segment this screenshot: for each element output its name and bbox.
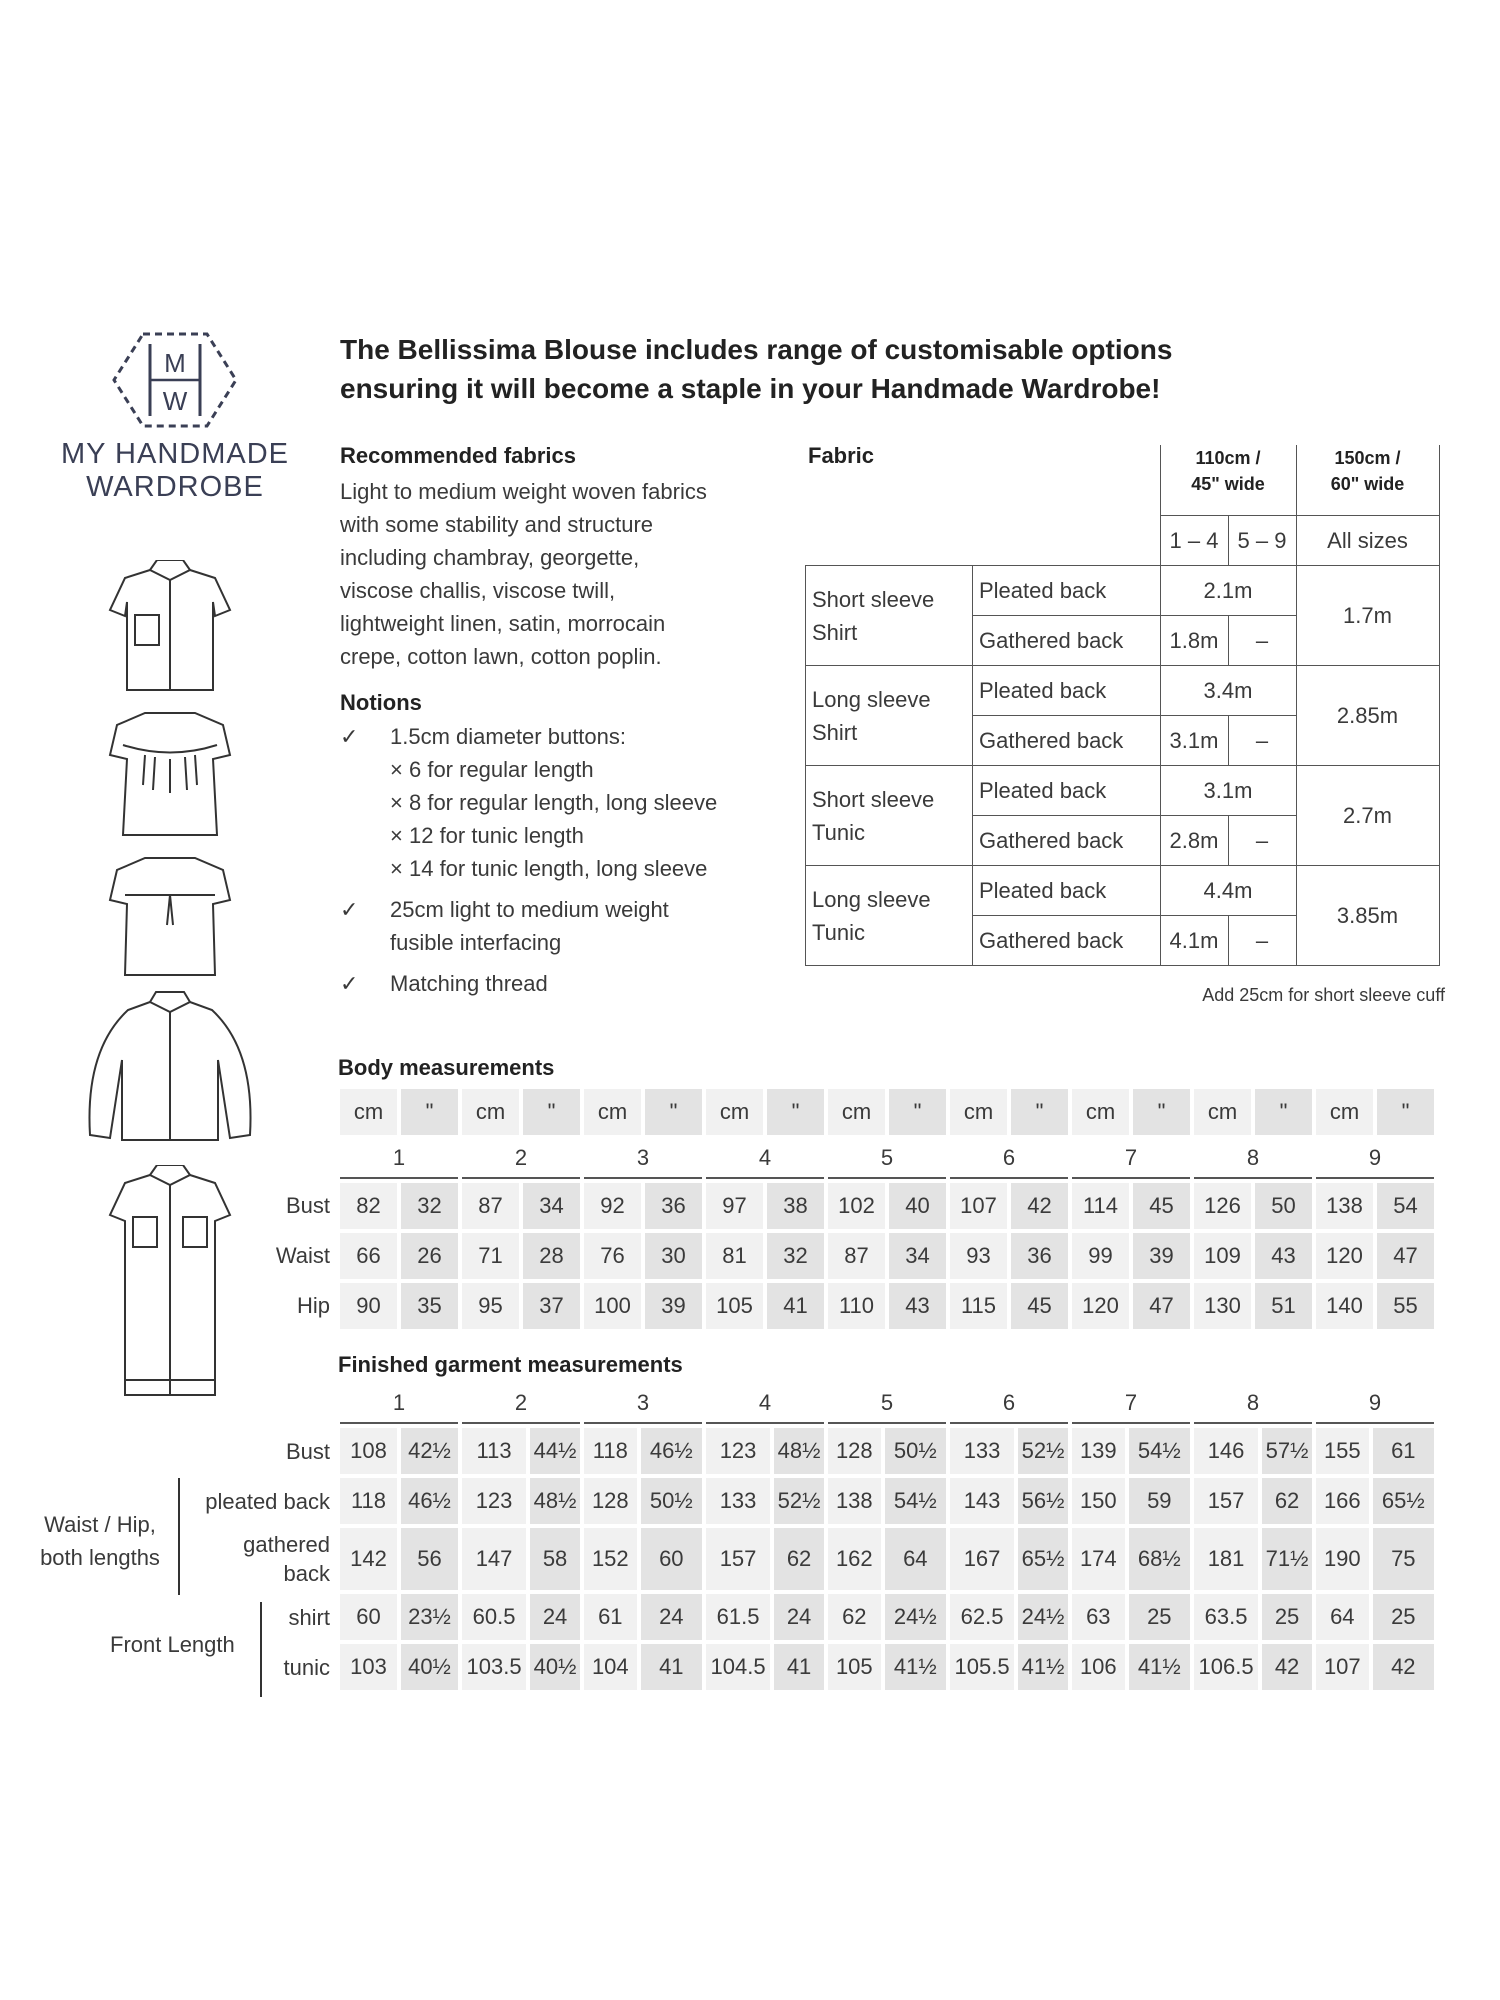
measure-value: 60.5 bbox=[462, 1594, 526, 1640]
measure-value: 110 bbox=[828, 1283, 885, 1329]
fabric-gathered-value: 1.8m bbox=[1160, 616, 1228, 666]
brand-logo bbox=[60, 330, 290, 504]
fabric-note: Add 25cm for short sleeve cuff bbox=[1202, 985, 1445, 1005]
unit-cm: cm bbox=[950, 1089, 1007, 1135]
measure-value: 60 bbox=[641, 1528, 702, 1590]
measure-value: 105 bbox=[706, 1283, 763, 1329]
measure-value: 105.5 bbox=[950, 1644, 1014, 1690]
fabrics-line: with some stability and structure bbox=[340, 512, 654, 537]
size-number: 3 bbox=[584, 1384, 702, 1424]
size-number: 8 bbox=[1194, 1384, 1312, 1424]
fabric-pleated-value: 2.1m bbox=[1160, 566, 1296, 616]
fabric-wide-value: 2.85m bbox=[1296, 666, 1439, 766]
fabrics-line: including chambray, georgette, bbox=[340, 545, 640, 570]
measure-value: 36 bbox=[1011, 1233, 1068, 1279]
measure-value: 54½ bbox=[1129, 1428, 1190, 1474]
pleated-back-illustration bbox=[95, 850, 245, 985]
measure-label: Bust bbox=[285, 1193, 330, 1218]
measure-value: 40½ bbox=[530, 1644, 580, 1690]
measure-value: 56½ bbox=[1018, 1478, 1068, 1524]
waist-hip-group-label bbox=[30, 1508, 170, 1574]
measure-value: 146 bbox=[1194, 1428, 1258, 1474]
col-110-line2: 45" wide bbox=[1191, 474, 1265, 494]
measure-value: 118 bbox=[340, 1478, 397, 1524]
measure-value: 51 bbox=[1255, 1283, 1312, 1329]
unit-inch: " bbox=[523, 1089, 580, 1135]
unit-inch: " bbox=[1011, 1089, 1068, 1135]
measure-value: 62 bbox=[828, 1594, 881, 1640]
measure-value: 71½ bbox=[1262, 1528, 1312, 1590]
measure-value: 147 bbox=[462, 1528, 526, 1590]
measure-value: 157 bbox=[1194, 1478, 1258, 1524]
measure-value: 95 bbox=[462, 1283, 519, 1329]
waist-hip-line1: Waist / Hip, bbox=[44, 1512, 156, 1537]
size-number: 3 bbox=[584, 1139, 702, 1179]
measure-value: 68½ bbox=[1129, 1528, 1190, 1590]
corner bbox=[254, 1089, 336, 1135]
gathered-label: Gathered back bbox=[973, 716, 1161, 766]
measure-value: 61 bbox=[584, 1594, 637, 1640]
headline-line1: The Bellissima Blouse includes range of customisable options bbox=[340, 334, 1173, 365]
measure-value: 107 bbox=[1316, 1644, 1369, 1690]
headline-line2: ensuring it will become a staple in your Handmade Wardrobe! bbox=[340, 373, 1161, 404]
measure-value: 34 bbox=[523, 1183, 580, 1229]
front-length-label: Front Length bbox=[110, 1632, 235, 1657]
measure-value: 40 bbox=[889, 1183, 946, 1229]
measure-value: 65½ bbox=[1373, 1478, 1434, 1524]
measure-value: 113 bbox=[462, 1428, 526, 1474]
col-150-line1: 150cm / bbox=[1334, 448, 1401, 468]
measure-value: 64 bbox=[1316, 1594, 1369, 1640]
fabric-wide-value: 3.85m bbox=[1296, 866, 1439, 966]
size-number: 5 bbox=[828, 1384, 946, 1424]
fabric-pleated-value: 4.4m bbox=[1160, 866, 1296, 916]
size-number: 9 bbox=[1316, 1384, 1434, 1424]
measure-value: 47 bbox=[1133, 1283, 1190, 1329]
measure-label bbox=[179, 1428, 336, 1474]
page-headline bbox=[340, 330, 1370, 408]
measure-label bbox=[179, 1594, 336, 1640]
measure-value: 105 bbox=[828, 1644, 881, 1690]
garment-label: Tunic bbox=[812, 919, 865, 945]
sizes-all: All sizes bbox=[1296, 516, 1439, 566]
unit-inch: " bbox=[767, 1089, 824, 1135]
measure-value: 54½ bbox=[885, 1478, 946, 1524]
measure-value: 115 bbox=[950, 1283, 1007, 1329]
measure-value: 92 bbox=[584, 1183, 641, 1229]
measure-value: 41½ bbox=[1129, 1644, 1190, 1690]
measure-label-text-2: back bbox=[283, 1561, 330, 1586]
measure-value: 128 bbox=[828, 1428, 881, 1474]
measure-value: 114 bbox=[1072, 1183, 1129, 1229]
measure-value: 190 bbox=[1316, 1528, 1369, 1590]
measure-value: 76 bbox=[584, 1233, 641, 1279]
pleated-label: Pleated back bbox=[973, 766, 1161, 816]
measure-value: 42 bbox=[1373, 1644, 1434, 1690]
corner bbox=[254, 1139, 336, 1179]
fabric-pleated-value: 3.1m bbox=[1160, 766, 1296, 816]
fabric-wide-value: 1.7m bbox=[1296, 566, 1439, 666]
measure-value: 162 bbox=[828, 1528, 881, 1590]
measure-value: 50 bbox=[1255, 1183, 1312, 1229]
measure-value: 103 bbox=[340, 1644, 397, 1690]
check-icon: ✓ bbox=[340, 724, 359, 749]
measure-value: 108 bbox=[340, 1428, 397, 1474]
measure-value: 52½ bbox=[1018, 1428, 1068, 1474]
size-number: 4 bbox=[706, 1139, 824, 1179]
body-measurements-heading: Body measurements bbox=[338, 1055, 555, 1080]
size-number: 7 bbox=[1072, 1139, 1190, 1179]
measure-value: 126 bbox=[1194, 1183, 1251, 1229]
measure-value: 37 bbox=[523, 1283, 580, 1329]
unit-cm: cm bbox=[828, 1089, 885, 1135]
measure-value: 100 bbox=[584, 1283, 641, 1329]
size-number: 2 bbox=[462, 1139, 580, 1179]
garment-label: Short sleeve bbox=[812, 586, 935, 612]
measure-value: 59 bbox=[1129, 1478, 1190, 1524]
fabric-requirements-table bbox=[805, 445, 1440, 966]
size-number: 4 bbox=[706, 1384, 824, 1424]
gathered-label: Gathered back bbox=[973, 916, 1161, 966]
measure-value: 24½ bbox=[1018, 1594, 1068, 1640]
unit-inch: " bbox=[645, 1089, 702, 1135]
measure-value: 130 bbox=[1194, 1283, 1251, 1329]
measure-value: 62.5 bbox=[950, 1594, 1014, 1640]
measure-value: 181 bbox=[1194, 1528, 1258, 1590]
notions-section bbox=[340, 690, 810, 1000]
size-number: 1 bbox=[340, 1384, 458, 1424]
measure-value: 140 bbox=[1316, 1283, 1373, 1329]
measure-value: 54 bbox=[1377, 1183, 1434, 1229]
measure-label: Waist bbox=[275, 1243, 330, 1268]
measure-value: 32 bbox=[401, 1183, 458, 1229]
measure-value: 23½ bbox=[401, 1594, 458, 1640]
measure-value: 28 bbox=[523, 1233, 580, 1279]
measure-value: 48½ bbox=[530, 1478, 580, 1524]
cross-icon: × bbox=[390, 823, 403, 848]
pleated-label: Pleated back bbox=[973, 866, 1161, 916]
pleated-label: Pleated back bbox=[973, 566, 1161, 616]
size-number: 9 bbox=[1316, 1139, 1434, 1179]
measure-value: 123 bbox=[462, 1478, 526, 1524]
measure-value: 75 bbox=[1373, 1528, 1434, 1590]
measure-value: 45 bbox=[1011, 1283, 1068, 1329]
measure-value: 39 bbox=[1133, 1233, 1190, 1279]
measure-value: 90 bbox=[340, 1283, 397, 1329]
measure-value: 120 bbox=[1316, 1233, 1373, 1279]
notion-thread: Matching thread bbox=[390, 971, 548, 996]
measure-value: 41 bbox=[641, 1644, 702, 1690]
garment-label: Shirt bbox=[812, 719, 858, 745]
measure-value: 66 bbox=[340, 1233, 397, 1279]
dash: – bbox=[1228, 716, 1296, 766]
measure-value: 58 bbox=[530, 1528, 580, 1590]
measure-label-text: Bust bbox=[285, 1438, 330, 1464]
gathered-label: Gathered back bbox=[973, 616, 1161, 666]
measure-value: 62 bbox=[774, 1528, 824, 1590]
unit-cm: cm bbox=[462, 1089, 519, 1135]
measure-value: 41½ bbox=[885, 1644, 946, 1690]
measure-value: 40½ bbox=[401, 1644, 458, 1690]
measure-label bbox=[179, 1644, 336, 1690]
measure-value: 56 bbox=[401, 1528, 458, 1590]
tunic-illustration bbox=[95, 1165, 245, 1400]
measure-value: 82 bbox=[340, 1183, 397, 1229]
garment-label: Short sleeve bbox=[812, 786, 935, 812]
measure-value: 118 bbox=[584, 1428, 637, 1474]
finished-measurements-heading: Finished garment measurements bbox=[338, 1352, 683, 1377]
measure-value: 174 bbox=[1072, 1528, 1125, 1590]
measure-value: 42½ bbox=[401, 1428, 458, 1474]
brand-name-line1: MY HANDMADE bbox=[61, 438, 289, 470]
measure-value: 24 bbox=[641, 1594, 702, 1640]
size-number: 5 bbox=[828, 1139, 946, 1179]
measure-value: 25 bbox=[1373, 1594, 1434, 1640]
fabric-wide-value: 2.7m bbox=[1296, 766, 1439, 866]
short-sleeve-shirt-illustration bbox=[95, 560, 245, 700]
dash: – bbox=[1228, 916, 1296, 966]
waist-hip-line2: both lengths bbox=[40, 1545, 160, 1570]
button-item: 8 for regular length, long sleeve bbox=[408, 790, 718, 815]
dash: – bbox=[1228, 616, 1296, 666]
fabric-heading: Fabric bbox=[808, 443, 875, 468]
measure-value: 133 bbox=[950, 1428, 1014, 1474]
unit-cm: cm bbox=[1194, 1089, 1251, 1135]
monogram-bottom: W bbox=[162, 386, 188, 416]
measure-value: 157 bbox=[706, 1528, 770, 1590]
unit-inch: " bbox=[1255, 1089, 1312, 1135]
unit-cm: cm bbox=[340, 1089, 397, 1135]
measure-value: 25 bbox=[1129, 1594, 1190, 1640]
measure-label-text: shirt bbox=[288, 1604, 330, 1630]
garment-label: Shirt bbox=[812, 619, 858, 645]
measure-value: 42 bbox=[1262, 1644, 1312, 1690]
measure-value: 42 bbox=[1011, 1183, 1068, 1229]
unit-inch: " bbox=[401, 1089, 458, 1135]
fabrics-line: viscose challis, viscose twill, bbox=[340, 578, 616, 603]
measure-value: 46½ bbox=[401, 1478, 458, 1524]
fabric-pleated-value: 3.4m bbox=[1160, 666, 1296, 716]
fabrics-line: crepe, cotton lawn, cotton poplin. bbox=[340, 644, 662, 669]
measure-value: 24½ bbox=[885, 1594, 946, 1640]
measure-value: 97 bbox=[706, 1183, 763, 1229]
notion-buttons: 1.5cm diameter buttons: bbox=[390, 724, 627, 749]
measure-value: 152 bbox=[584, 1528, 637, 1590]
monogram-top: M bbox=[164, 348, 186, 378]
measure-value: 87 bbox=[462, 1183, 519, 1229]
measure-value: 81 bbox=[706, 1233, 763, 1279]
measure-value: 104 bbox=[584, 1644, 637, 1690]
fabrics-line: lightweight linen, satin, morrocain bbox=[340, 611, 666, 636]
unit-cm: cm bbox=[1316, 1089, 1373, 1135]
measure-label bbox=[179, 1478, 336, 1524]
brand-name-line2: WARDROBE bbox=[86, 471, 264, 503]
measure-value: 166 bbox=[1316, 1478, 1369, 1524]
measure-value: 45 bbox=[1133, 1183, 1190, 1229]
unit-cm: cm bbox=[706, 1089, 763, 1135]
measure-value: 41 bbox=[774, 1644, 824, 1690]
measure-label-text: tunic bbox=[283, 1654, 330, 1680]
measure-value: 104.5 bbox=[706, 1644, 770, 1690]
measure-value: 36 bbox=[645, 1183, 702, 1229]
unit-inch: " bbox=[1377, 1089, 1434, 1135]
pleated-label: Pleated back bbox=[973, 666, 1161, 716]
measure-value: 142 bbox=[340, 1528, 397, 1590]
measure-value: 133 bbox=[706, 1478, 770, 1524]
unit-inch: " bbox=[1133, 1089, 1190, 1135]
size-number: 1 bbox=[340, 1139, 458, 1179]
sizes-5-9: 5 – 9 bbox=[1228, 516, 1296, 566]
col-150-line2: 60" wide bbox=[1330, 474, 1405, 494]
measure-value: 41½ bbox=[1018, 1644, 1068, 1690]
measure-value: 102 bbox=[828, 1183, 885, 1229]
sizes-1-4: 1 – 4 bbox=[1160, 516, 1228, 566]
measure-value: 99 bbox=[1072, 1233, 1129, 1279]
measure-value: 87 bbox=[828, 1233, 885, 1279]
measure-value: 32 bbox=[767, 1233, 824, 1279]
measure-value: 34 bbox=[889, 1233, 946, 1279]
measure-value: 39 bbox=[645, 1283, 702, 1329]
measure-value: 50½ bbox=[885, 1428, 946, 1474]
measure-value: 24 bbox=[774, 1594, 824, 1640]
measure-value: 46½ bbox=[641, 1428, 702, 1474]
notion-interfacing: 25cm light to medium weight bbox=[390, 897, 669, 922]
measure-value: 48½ bbox=[774, 1428, 824, 1474]
measure-value: 50½ bbox=[641, 1478, 702, 1524]
button-item: 14 for tunic length, long sleeve bbox=[408, 856, 708, 881]
measure-value: 138 bbox=[1316, 1183, 1373, 1229]
gathered-back-illustration bbox=[95, 705, 245, 845]
measure-value: 63 bbox=[1072, 1594, 1125, 1640]
measure-value: 55 bbox=[1377, 1283, 1434, 1329]
corner bbox=[179, 1384, 336, 1424]
measure-label-text: gathered bbox=[243, 1532, 330, 1557]
measure-value: 30 bbox=[645, 1233, 702, 1279]
measure-value: 24 bbox=[530, 1594, 580, 1640]
size-number: 6 bbox=[950, 1384, 1068, 1424]
recommended-fabrics-section bbox=[340, 443, 790, 673]
fabric-gathered-value: 2.8m bbox=[1160, 816, 1228, 866]
gathered-label: Gathered back bbox=[973, 816, 1161, 866]
garment-label: Long sleeve bbox=[812, 886, 931, 912]
measure-value: 139 bbox=[1072, 1428, 1125, 1474]
measure-value: 60 bbox=[340, 1594, 397, 1640]
unit-cm: cm bbox=[1072, 1089, 1129, 1135]
measure-value: 71 bbox=[462, 1233, 519, 1279]
notion-interfacing-2: fusible interfacing bbox=[390, 930, 562, 955]
body-measurements-table bbox=[250, 1085, 1438, 1333]
size-number: 2 bbox=[462, 1384, 580, 1424]
measure-value: 57½ bbox=[1262, 1428, 1312, 1474]
fabric-gathered-value: 3.1m bbox=[1160, 716, 1228, 766]
measure-value: 106.5 bbox=[1194, 1644, 1258, 1690]
measure-value: 62 bbox=[1262, 1478, 1312, 1524]
finished-measurements-table bbox=[175, 1380, 1438, 1694]
col-110-line1: 110cm / bbox=[1195, 448, 1261, 468]
unit-inch: " bbox=[889, 1089, 946, 1135]
measure-value: 143 bbox=[950, 1478, 1014, 1524]
measure-value: 25 bbox=[1262, 1594, 1312, 1640]
measure-label-text: pleated back bbox=[205, 1488, 330, 1514]
measure-value: 120 bbox=[1072, 1283, 1129, 1329]
measure-value: 150 bbox=[1072, 1478, 1125, 1524]
size-number: 8 bbox=[1194, 1139, 1312, 1179]
measure-value: 43 bbox=[1255, 1233, 1312, 1279]
cross-icon: × bbox=[390, 757, 403, 782]
measure-value: 109 bbox=[1194, 1233, 1251, 1279]
long-sleeve-shirt-illustration bbox=[80, 990, 260, 1150]
recommended-fabrics-heading: Recommended fabrics bbox=[340, 443, 576, 468]
measure-value: 47 bbox=[1377, 1233, 1434, 1279]
size-number: 7 bbox=[1072, 1384, 1190, 1424]
measure-value: 64 bbox=[885, 1528, 946, 1590]
check-icon: ✓ bbox=[340, 971, 359, 996]
button-item: 12 for tunic length bbox=[408, 823, 584, 848]
measure-value: 103.5 bbox=[462, 1644, 526, 1690]
measure-value: 155 bbox=[1316, 1428, 1369, 1474]
measure-label bbox=[179, 1528, 336, 1590]
measure-value: 52½ bbox=[774, 1478, 824, 1524]
cross-icon: × bbox=[390, 790, 403, 815]
measure-value: 41 bbox=[767, 1283, 824, 1329]
measure-value: 107 bbox=[950, 1183, 1007, 1229]
fabrics-line: Light to medium weight woven fabrics bbox=[340, 479, 707, 504]
button-item: 6 for regular length bbox=[408, 757, 594, 782]
measure-value: 44½ bbox=[530, 1428, 580, 1474]
measure-value: 106 bbox=[1072, 1644, 1125, 1690]
measure-value: 43 bbox=[889, 1283, 946, 1329]
size-number: 6 bbox=[950, 1139, 1068, 1179]
measure-value: 63.5 bbox=[1194, 1594, 1258, 1640]
measure-value: 167 bbox=[950, 1528, 1014, 1590]
measure-value: 128 bbox=[584, 1478, 637, 1524]
dash: – bbox=[1228, 816, 1296, 866]
measure-value: 61.5 bbox=[706, 1594, 770, 1640]
garment-label: Tunic bbox=[812, 819, 865, 845]
measure-value: 138 bbox=[828, 1478, 881, 1524]
measure-value: 35 bbox=[401, 1283, 458, 1329]
measure-label: Hip bbox=[296, 1293, 330, 1318]
measure-value: 38 bbox=[767, 1183, 824, 1229]
garment-label: Long sleeve bbox=[812, 686, 931, 712]
fabric-gathered-value: 4.1m bbox=[1160, 916, 1228, 966]
cross-icon: × bbox=[390, 856, 403, 881]
measure-value: 61 bbox=[1373, 1428, 1434, 1474]
notions-heading: Notions bbox=[340, 690, 422, 715]
measure-value: 26 bbox=[401, 1233, 458, 1279]
check-icon: ✓ bbox=[340, 897, 359, 922]
monogram-hexagon-icon bbox=[110, 330, 240, 430]
unit-cm: cm bbox=[584, 1089, 641, 1135]
measure-value: 93 bbox=[950, 1233, 1007, 1279]
measure-value: 123 bbox=[706, 1428, 770, 1474]
measure-value: 65½ bbox=[1018, 1528, 1068, 1590]
